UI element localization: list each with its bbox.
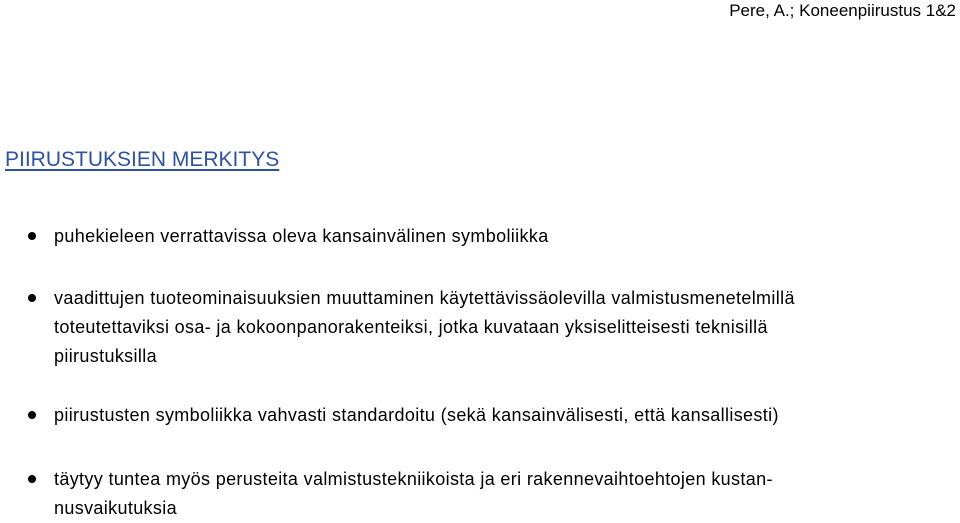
page-header: Pere, A.; Koneenpiirustus 1&2 — [729, 1, 956, 20]
bullet-text: täytyy tuntea myös perusteita valmistustekniikoista ja eri rakennevaihtoehtojen kustan- nusvaikutuksia — [54, 469, 773, 518]
bullet-icon — [28, 232, 36, 240]
bullet-icon — [28, 294, 36, 302]
bullet-text: vaadittujen tuoteominaisuuksien muuttaminen käytettävissäolevilla valmistusmenetelmillä toteutettaviksi osa- ja kokoonpanorakenteiksi, jotka kuvataan yksiselitteisesti teknisillä piirustuksilla — [54, 288, 795, 366]
bullet-icon — [28, 475, 36, 483]
page-title: PIIRUSTUKSIEN MERKITYS — [5, 148, 280, 171]
bullet-text: puhekieleen verrattavissa oleva kansainvälinen symboliikka — [54, 226, 549, 246]
bullet-icon — [28, 411, 36, 419]
bullet-text: piirustusten symboliikka vahvasti standardoitu (sekä kansainvälisesti, että kansallisesti) — [54, 405, 779, 425]
